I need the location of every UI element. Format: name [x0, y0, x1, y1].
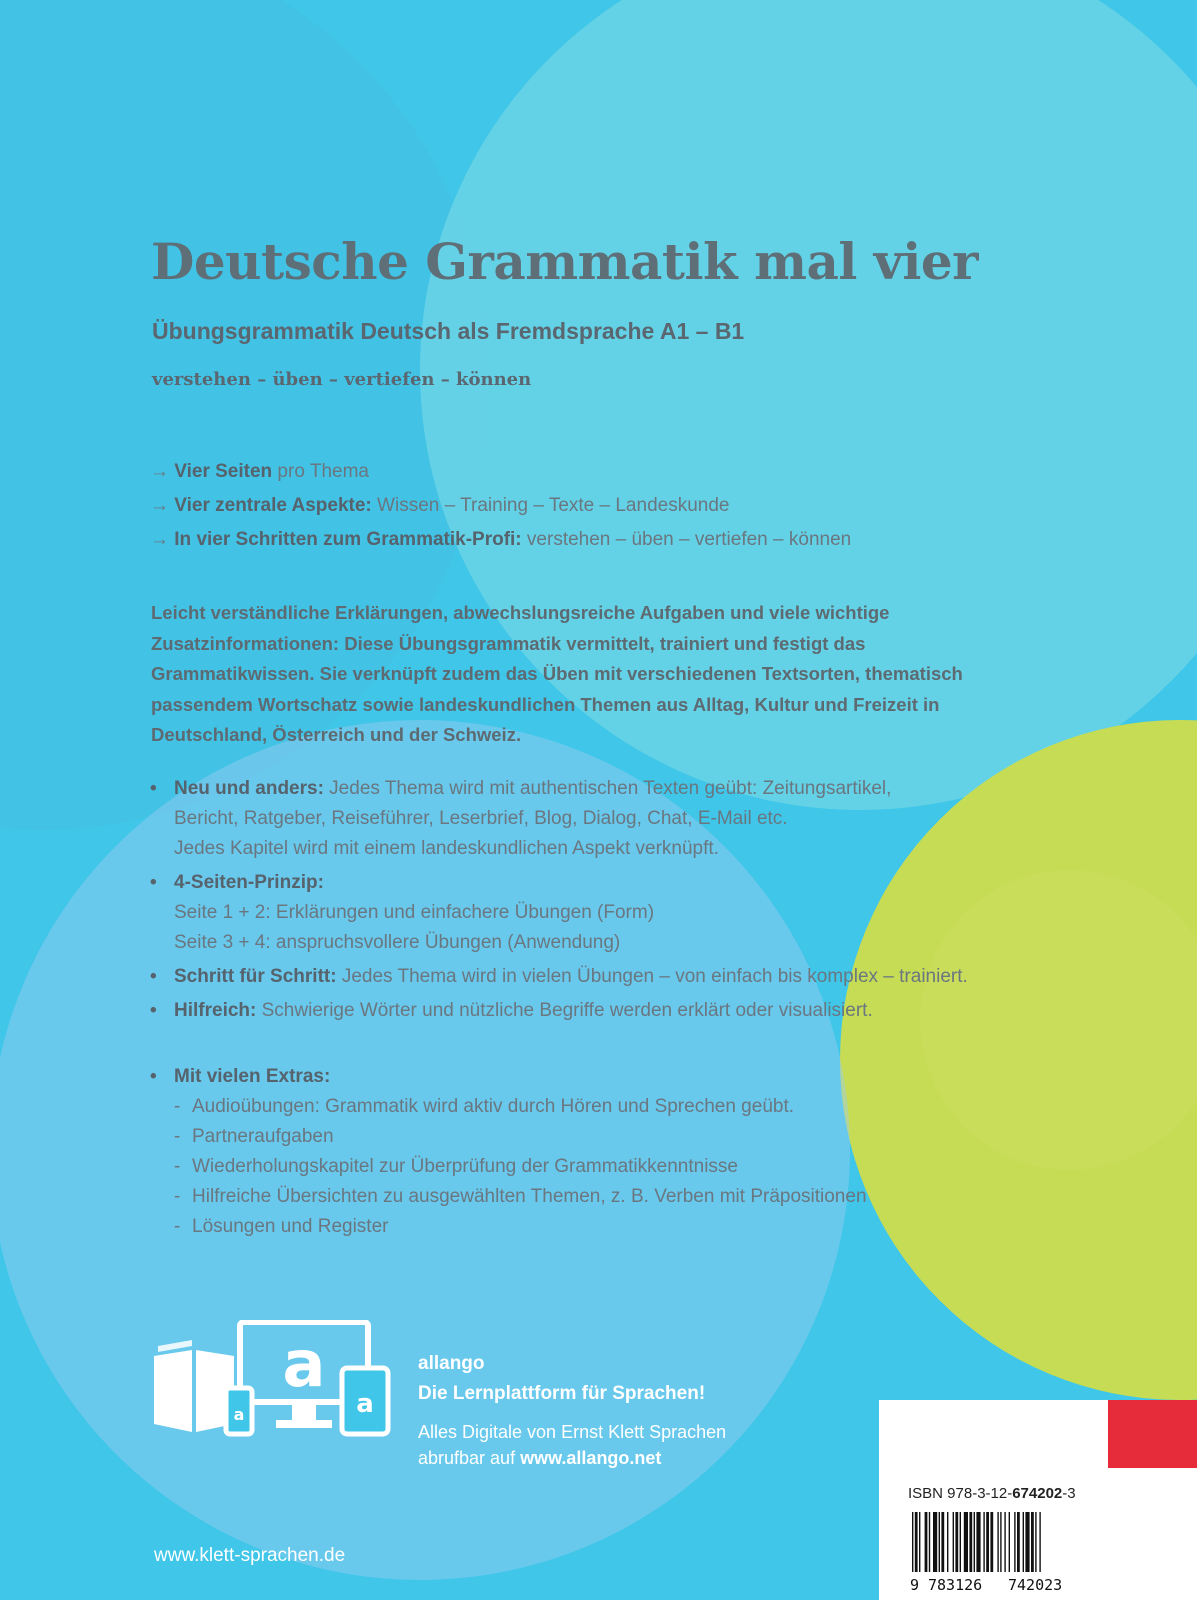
logo-letter-large: a	[282, 1328, 326, 1402]
extras-item: - Partneraufgaben	[174, 1126, 334, 1147]
arrow-icon: →	[150, 495, 169, 516]
barcode-digit-first: 9	[910, 1576, 920, 1594]
allango-name: allango	[418, 1353, 485, 1374]
barcode-stripe	[964, 1512, 968, 1574]
barcode-stripe	[929, 1512, 930, 1574]
barcode-stripe	[912, 1512, 913, 1574]
barcode-stripe	[976, 1512, 980, 1574]
feature-schritt-fuer-schritt: • Schritt für Schritt: Jedes Thema wird in vielen Übungen – von einfach bis komplex – trainiert.	[150, 962, 1110, 992]
barcode-digit-group-right: 742023	[1008, 1576, 1063, 1594]
barcode-stripe	[997, 1512, 998, 1574]
barcode-stripe	[960, 1512, 961, 1574]
barcode-stripe	[1039, 1512, 1040, 1574]
barcode-stripe	[986, 1512, 989, 1574]
barcode-stripe	[925, 1512, 928, 1574]
barcode-stripe	[983, 1512, 984, 1574]
barcode-stripe	[1025, 1512, 1029, 1574]
barcode-stripe	[953, 1512, 954, 1574]
barcode-stripe	[1009, 1512, 1010, 1574]
extras-item: - Hilfreiche Übersichten zu ausgewählten Themen, z. B. Verben mit Präpositionen	[174, 1186, 867, 1207]
bullet-icon: •	[150, 1000, 157, 1021]
allango-url-link[interactable]: www.allango.net	[520, 1448, 662, 1468]
bullet-icon: •	[150, 966, 157, 987]
bullet-icon: •	[150, 1066, 157, 1087]
feature-4-seiten-prinzip: • 4-Seiten-Prinzip: Seite 1 + 2: Erklärungen und einfachere Übungen (Form) Seite 3 + 4: anspruchsvollere Übungen (Anwendung)	[150, 868, 1110, 958]
barcode-stripe	[1035, 1512, 1036, 1574]
barcode-digits	[908, 1572, 1088, 1594]
key-point: → Vier Seiten pro Thema	[150, 461, 369, 482]
key-point: → In vier Schritten zum Grammatik-Profi: verstehen – üben – vertiefen – können	[150, 529, 852, 550]
extras-item: - Lösungen und Register	[174, 1216, 389, 1237]
bullet-icon: •	[150, 872, 157, 893]
barcode-stripe	[1023, 1512, 1024, 1574]
red-tab	[1108, 1400, 1197, 1468]
allango-description: Alles Digitale von Ernst Klett Sprachen abrufbar auf www.allango.net	[418, 1422, 727, 1468]
barcode-stripe	[1014, 1512, 1015, 1574]
barcode-stripe	[969, 1512, 972, 1574]
barcode-stripe	[1000, 1512, 1001, 1574]
barcode-stripe	[955, 1512, 958, 1574]
logo-letter-phone: a	[233, 1405, 245, 1424]
book-tagline: verstehen – üben – vertiefen – können	[152, 369, 532, 390]
intro-paragraph: Leicht verständliche Erklärungen, abwechslungsreiche Aufgaben und viele wichtige Zusatzinformationen: Diese Übungsgrammatik vermittelt, trainiert und festigt das Grammatikwissen. Sie verknüpft zudem das Üben mit verschiedenen Textsorten, thematisch passendem Wortschatz sowie landeskundlichen Themen aus Alltag, Kultur und Freizeit in Deutschland, Österreich und der Schweiz.	[151, 602, 963, 745]
key-point: → Vier zentrale Aspekte: Wissen – Training – Texte – Landeskunde	[150, 495, 730, 516]
barcode-stripe	[941, 1512, 944, 1574]
allango-devices-logo	[152, 1320, 392, 1440]
barcode-stripe	[1004, 1512, 1005, 1574]
extras-list	[174, 1092, 1110, 1242]
arrow-icon: →	[150, 461, 169, 482]
barcode-stripe	[939, 1512, 940, 1574]
logo-letter-tablet: a	[356, 1389, 374, 1419]
bullet-icon: •	[150, 778, 157, 799]
feature-list	[150, 774, 1110, 1242]
extras-item: - Audioübungen: Grammatik wird aktiv durch Hören und Sprechen geübt.	[174, 1096, 795, 1117]
allango-tagline: Die Lernplattform für Sprachen!	[418, 1383, 706, 1404]
key-points-list	[150, 455, 851, 557]
barcode-stripe	[947, 1512, 948, 1574]
barcode-digit-group-left: 783126	[928, 1576, 983, 1594]
feature-neu-und-anders: • Neu und anders: Jedes Thema wird mit authentischen Texten geübt: Zeitungsartikel, Bericht, Ratgeber, Reiseführer, Leserbrief, Blog, Dialog, Chat, E-Mail etc. Jedes Kapitel wird mit einem landeskundlichen Aspekt verknüpft.	[150, 774, 1110, 864]
barcode-stripe	[1017, 1512, 1020, 1574]
barcode-stripe	[1031, 1512, 1034, 1574]
extras-item: - Wiederholungskapitel zur Überprüfung der Grammatikkenntnisse	[174, 1156, 738, 1177]
arrow-icon: →	[150, 529, 169, 550]
barcode-stripe	[990, 1512, 993, 1574]
publisher-website-link[interactable]: www.klett-sprachen.de	[154, 1545, 346, 1566]
barcode-stripe	[915, 1512, 918, 1574]
book-subtitle: Übungsgrammatik Deutsch als Fremdsprache A1 – B1	[152, 318, 745, 344]
barcode-stripe	[974, 1512, 975, 1574]
feature-extras: • Mit vielen Extras: - Audioübungen: Grammatik wird aktiv durch Hören und Sprechen geübt. - Partneraufgaben - Wiederholungskapitel zur Überprüfung der Grammatikkenntnisse - Hilfreiche Übersichten zu ausgewählten Themen, z. B. Verben mit Präpositionen - Lösungen und Register	[150, 1062, 1110, 1242]
feature-hilfreich: • Hilfreich: Schwierige Wörter und nützliche Begriffe werden erklärt oder visualisiert.	[150, 996, 1110, 1026]
isbn-label: ISBN 978-3-12-674202-3	[908, 1485, 1076, 1502]
barcode-stripe	[933, 1512, 937, 1574]
book-title: Deutsche Grammatik mal vier	[151, 232, 978, 291]
barcode-stripe	[919, 1512, 920, 1574]
